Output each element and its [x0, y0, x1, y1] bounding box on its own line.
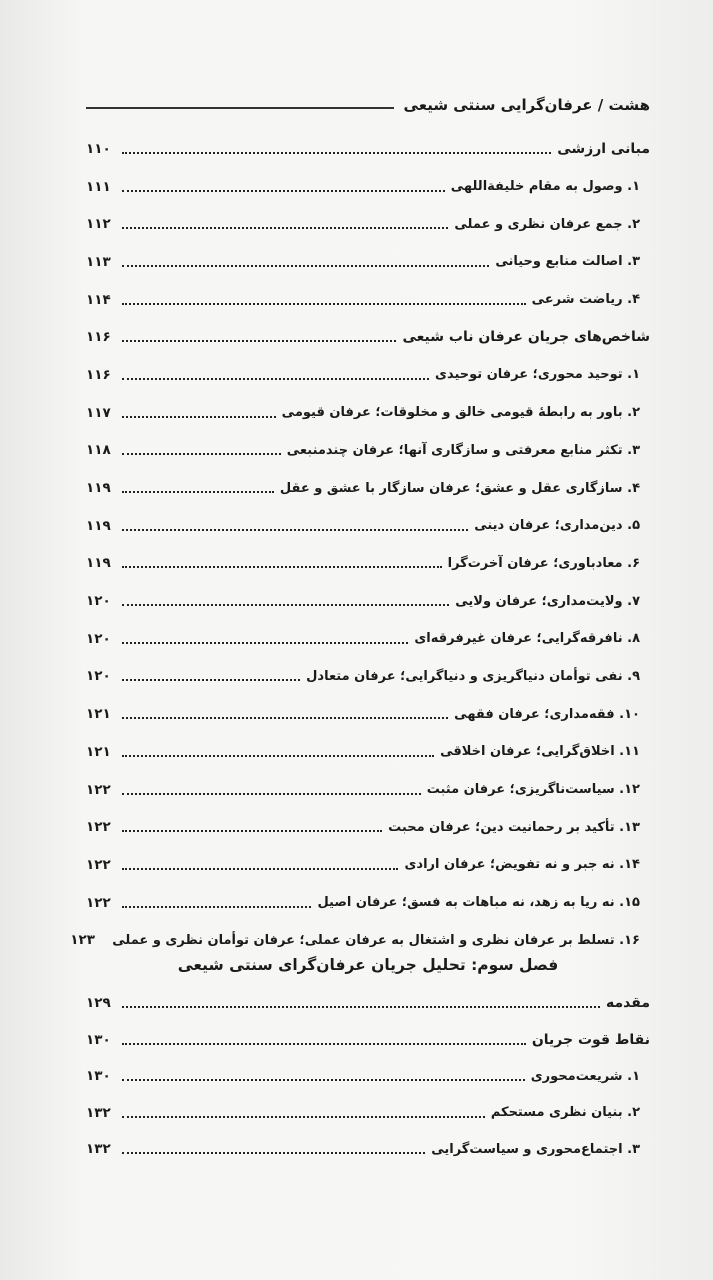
dot-leader	[122, 416, 276, 418]
toc-entry-label: مبانی ارزشی	[557, 140, 650, 157]
toc-entry	[86, 432, 650, 470]
toc-entry-label: ۱۴. نه جبر و نه تفویض؛ عرفان ارادی	[404, 857, 640, 873]
toc-entry-label: مقدمه	[606, 995, 650, 1012]
dot-leader	[122, 1079, 525, 1081]
toc-entry	[86, 658, 650, 696]
toc-entry	[86, 695, 650, 733]
dot-leader	[122, 1152, 425, 1154]
toc-entry	[86, 356, 650, 394]
toc-entry-page: ۱۱۷	[86, 404, 111, 421]
dot-leader	[122, 491, 274, 493]
dot-leader	[122, 1116, 485, 1118]
toc-entry-label: ۱. توحید محوری؛ عرفان توحیدی	[435, 367, 640, 383]
toc-entry-label: ۱۰. فقه‌مداری؛ عرفان فقهی	[454, 706, 640, 722]
toc-entry	[86, 469, 650, 507]
toc-entry	[86, 884, 650, 922]
dot-leader	[122, 303, 526, 305]
header-title: هشت / عرفان‌گرایی سنتی شیعی	[403, 96, 650, 114]
toc-entry-label: ۵. دین‌مداری؛ عرفان دینی	[474, 518, 640, 534]
toc-entry-page: ۱۳۰	[86, 1031, 111, 1048]
toc-entry	[86, 205, 650, 243]
toc-entry-label: ۶. معادباوری؛ عرفان آخرت‌گرا	[447, 555, 640, 571]
toc-entry	[86, 582, 650, 620]
toc-entry-page: ۱۲۹	[86, 995, 111, 1012]
toc-entry-label: ۳. تکثر منابع معرفتی و سازگاری آنها؛ عرفان چندمنبعی	[286, 442, 640, 458]
toc-entry	[86, 507, 650, 545]
dot-leader	[122, 227, 448, 229]
toc-entry	[86, 846, 650, 884]
toc-entry-page: ۱۱۸	[86, 442, 111, 459]
toc-entry-page: ۱۱۹	[86, 480, 111, 497]
dot-leader	[122, 604, 449, 606]
toc-entry-page: ۱۲۲	[86, 819, 111, 836]
dot-leader	[122, 340, 396, 342]
toc-entry	[86, 808, 650, 846]
toc-list-chapter-3	[86, 985, 650, 1168]
dot-leader	[122, 717, 448, 719]
toc-entry-page: ۱۲۲	[86, 781, 111, 798]
toc-entry-label: ۹. نفی توأمان دنیاگریزی و دنیاگرایی؛ عرفان متعادل	[306, 668, 640, 684]
toc-entry-page: ۱۱۱	[86, 178, 111, 195]
header-rule	[86, 107, 394, 109]
toc-entry-label: ۲. باور به رابطۀ قیومی خالق و مخلوقات؛ عرفان قیومی	[281, 405, 640, 421]
toc-entry-page: ۱۲۰	[86, 630, 111, 647]
toc-entry	[86, 771, 650, 809]
dot-leader	[122, 152, 551, 154]
toc-entry-label: ۴. ریاضت شرعی	[531, 292, 640, 308]
toc-entry	[86, 1095, 650, 1132]
toc-entry-label: ۴. سازگاری عقل و عشق؛ عرفان سازگار با عشق و عقل	[279, 480, 640, 496]
toc-entry-page: ۱۱۳	[86, 253, 111, 270]
toc-entry-label: ۸. نافرقه‌گرایی؛ عرفان غیرفرقه‌ای	[414, 631, 640, 647]
toc-entry	[86, 130, 650, 168]
dot-leader	[122, 378, 429, 380]
toc-entry-page: ۱۲۳	[70, 932, 95, 949]
toc-entry-label: شاخص‌های جریان عرفان ناب شیعی	[402, 329, 650, 346]
toc-entry	[86, 620, 650, 658]
toc-entry-page: ۱۲۰	[86, 593, 111, 610]
dot-leader	[122, 868, 398, 870]
toc-entry-label: ۱۶. تسلط بر عرفان نظری و اشتغال به عرفان عملی؛ عرفان توأمان نظری و عملی	[112, 932, 640, 948]
toc-entry	[86, 733, 650, 771]
toc-entry-label: ۳. اصالت منابع وحیانی	[495, 254, 640, 270]
toc-entry-page: ۱۱۹	[86, 555, 111, 572]
toc-entry	[70, 921, 650, 959]
dot-leader	[122, 830, 382, 832]
running-header	[86, 92, 650, 118]
toc-entry-page: ۱۲۱	[86, 743, 111, 760]
toc-entry	[86, 318, 650, 356]
toc-entry-label: ۱۳. تأکید بر رحمانیت دین؛ عرفان محبت	[388, 819, 640, 835]
dot-leader	[122, 453, 281, 455]
toc-entry-page: ۱۱۶	[86, 329, 111, 346]
dot-leader	[122, 642, 408, 644]
toc-entry-label: ۱۱. اخلاق‌گرایی؛ عرفان اخلاقی	[440, 744, 640, 760]
toc-entry-page: ۱۲۱	[86, 706, 111, 723]
toc-entry-page: ۱۱۹	[86, 517, 111, 534]
toc-entry-page: ۱۱۲	[86, 216, 111, 233]
toc-entry-label: ۱. وصول به مقام خلیفة‌اللهی	[450, 179, 640, 195]
toc-entry	[86, 394, 650, 432]
dot-leader	[122, 566, 442, 568]
toc-entry-page: ۱۲۲	[86, 856, 111, 873]
toc-entry-page: ۱۳۰	[86, 1068, 111, 1085]
toc-entry-page: ۱۳۲	[86, 1141, 111, 1158]
toc-entry-page: ۱۲۰	[86, 668, 111, 685]
toc-entry	[86, 1131, 650, 1168]
toc-entry-label: ۱۵. نه ریا به زهد، نه مباهات به فسق؛ عرفان اصیل	[317, 895, 640, 911]
toc-entry-page: ۱۱۰	[86, 140, 111, 157]
toc-entry	[86, 1058, 650, 1095]
toc-entry-page: ۱۳۲	[86, 1104, 111, 1121]
toc-entry	[86, 985, 650, 1022]
chapter-title: فصل سوم: تحلیل جریان عرفان‌گرای سنتی شیعی	[177, 956, 559, 974]
toc-entry-page: ۱۲۲	[86, 894, 111, 911]
toc-entry-label: ۷. ولایت‌مداری؛ عرفان ولایی	[455, 593, 640, 609]
dot-leader	[122, 755, 434, 757]
toc-entry-label: ۳. اجتماع‌محوری و سیاست‌گرایی	[431, 1141, 640, 1157]
toc-entry-label: ۱. شریعت‌محوری	[530, 1068, 640, 1084]
toc-entry-page: ۱۱۶	[86, 366, 111, 383]
dot-leader	[122, 529, 468, 531]
dot-leader	[122, 1043, 526, 1045]
toc-entry	[86, 281, 650, 319]
dot-leader	[122, 1006, 600, 1008]
toc-entry-label: ۲. بنیان نظری مستحکم	[490, 1105, 640, 1121]
dot-leader	[122, 679, 300, 681]
dot-leader	[122, 265, 489, 267]
toc-entry-page: ۱۱۴	[86, 291, 111, 308]
toc-entry-label: ۱۲. سیاست‌ناگریزی؛ عرفان مثبت	[426, 782, 640, 798]
toc-entry	[86, 168, 650, 206]
toc-entry-label: نقاط قوت جریان	[531, 1031, 650, 1048]
dot-leader	[122, 906, 311, 908]
toc-entry	[86, 1022, 650, 1059]
toc-entry-label: ۲. جمع عرفان نظری و عملی	[454, 216, 640, 232]
dot-leader	[122, 190, 445, 192]
toc-list	[70, 130, 650, 959]
toc-entry	[86, 243, 650, 281]
toc-entry	[86, 545, 650, 583]
dot-leader	[122, 793, 421, 795]
